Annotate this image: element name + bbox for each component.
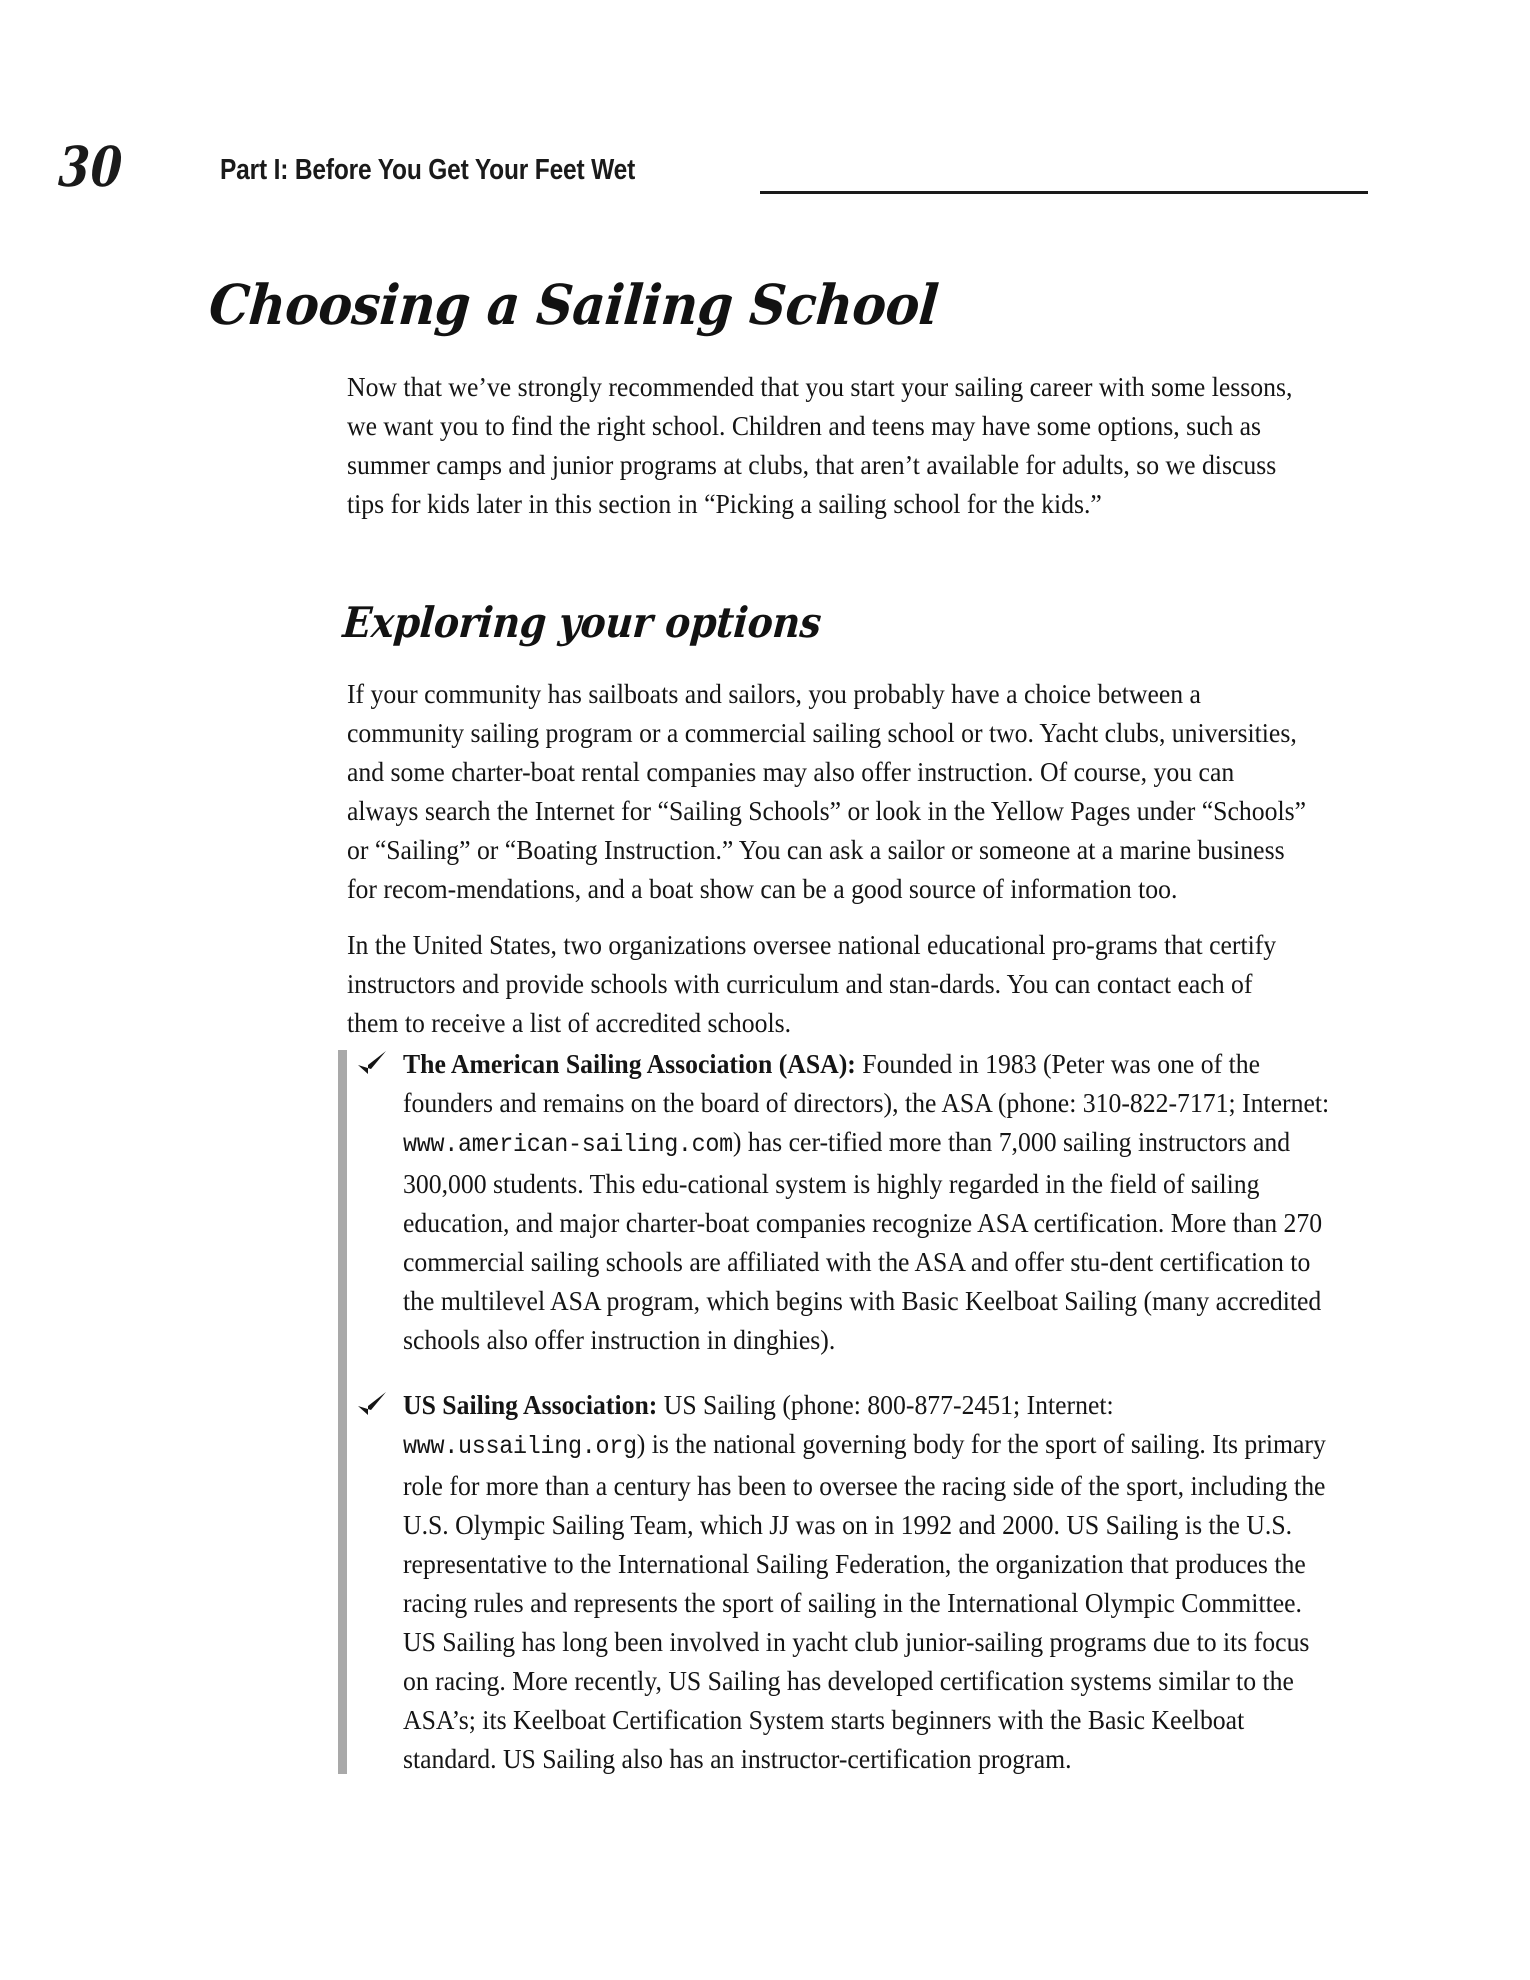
- intro-paragraph-block: [347, 367, 1307, 523]
- check-mark-bullet-icon: [355, 1048, 389, 1078]
- list-item: [347, 1385, 1326, 1778]
- list-sidebar-rule: [338, 1050, 347, 1774]
- check-mark-bullet-icon: [355, 1389, 389, 1419]
- paragraph: Now that we’ve strongly recommended that you start your sailing career with some lessons, we want you to find the right school. Children and teens may have some options, such as summer camps and junior programs at clubs, that aren’t available for adults, so we discuss tips for kids later in this section in “Picking a sailing school for the kids.”: [347, 371, 1293, 519]
- list-item-lead: US Sailing Association:: [403, 1389, 658, 1420]
- list-item-body-after: ) has cer-tified more than 7,000 sailing instructors and 300,000 students. This edu-cational system is highly regarded in the field of sailing education, and major charter-boat companies recognize ASA certification. More than 270 commercial sailing schools are affiliated with the ASA and offer stu-dent certification to the multilevel ASA program, which begins with Basic Keelboat Sailing (many accredited schools also offer instruction in dinghies).: [403, 1126, 1323, 1355]
- list-item-body-before: Founded in 1983 (Peter was one of the founders and remains on the board of directors), the ASA (phone: 310-822-7171; Internet:: [403, 1048, 1330, 1118]
- subsection-title: Exploring your options: [341, 598, 823, 647]
- list-item-text: [403, 1044, 1338, 1359]
- list-item-lead: The American Sailing Association (ASA):: [403, 1048, 856, 1079]
- list-item-body-after: ) is the national governing body for the sport of sailing. Its primary role for more than a century has been to oversee the racing side of the sport, including the U.S. Olympic Sailing Team, which JJ was on in 1992 and 2000. US Sailing is the U.S. representative to the International Sailing Federation, the organization that produces the racing rules and represents the sport of sailing in the International Olympic Committee. US Sailing has long been involved in yacht club junior-sailing programs due to its focus on racing. More recently, US Sailing has developed certification systems similar to the ASA’s; its Keelboat Certification System starts beginners with the Basic Keelboat standard. US Sailing also has an instructor-certification program.: [403, 1428, 1326, 1774]
- running-head: [57, 134, 1360, 200]
- list-item-text: [403, 1385, 1338, 1778]
- page-number: 30: [57, 134, 125, 199]
- running-title: Part I: Before You Get Your Feet Wet: [220, 154, 636, 186]
- paragraph: If your community has sailboats and sailors, you probably have a choice between a community sailing program or a commercial sailing school or two. Yacht clubs, universities, and some charter-boat rental companies may also offer instruction. Of course, you can always search the Internet for “Sailing Schools” or look in the Yellow Pages under “Schools” or “Sailing” or “Boating Instruction.” You can ask a sailor or someone at a marine business for recom-mendations, and a boat show can be a good source of information too.: [347, 678, 1307, 904]
- asa-website-url: www.american-sailing.com: [403, 1130, 733, 1159]
- options-paragraph-2-block: [347, 925, 1307, 1042]
- options-paragraph-1-block: [347, 674, 1307, 908]
- ussailing-website-url: www.ussailing.org: [403, 1432, 637, 1461]
- list-item-body-before: US Sailing (phone: 800-877-2451; Internet:: [657, 1389, 1114, 1420]
- header-rule: [760, 191, 1368, 194]
- organization-bullet-list: [347, 1044, 1330, 1778]
- page-title: Choosing a Sailing School: [206, 272, 941, 337]
- paragraph: In the United States, two organizations oversee national educational pro-grams that certify instructors and provide schools with curriculum and stan-dards. You can contact each of them to receive a list of accredited schools.: [347, 929, 1277, 1038]
- list-item: [347, 1044, 1330, 1359]
